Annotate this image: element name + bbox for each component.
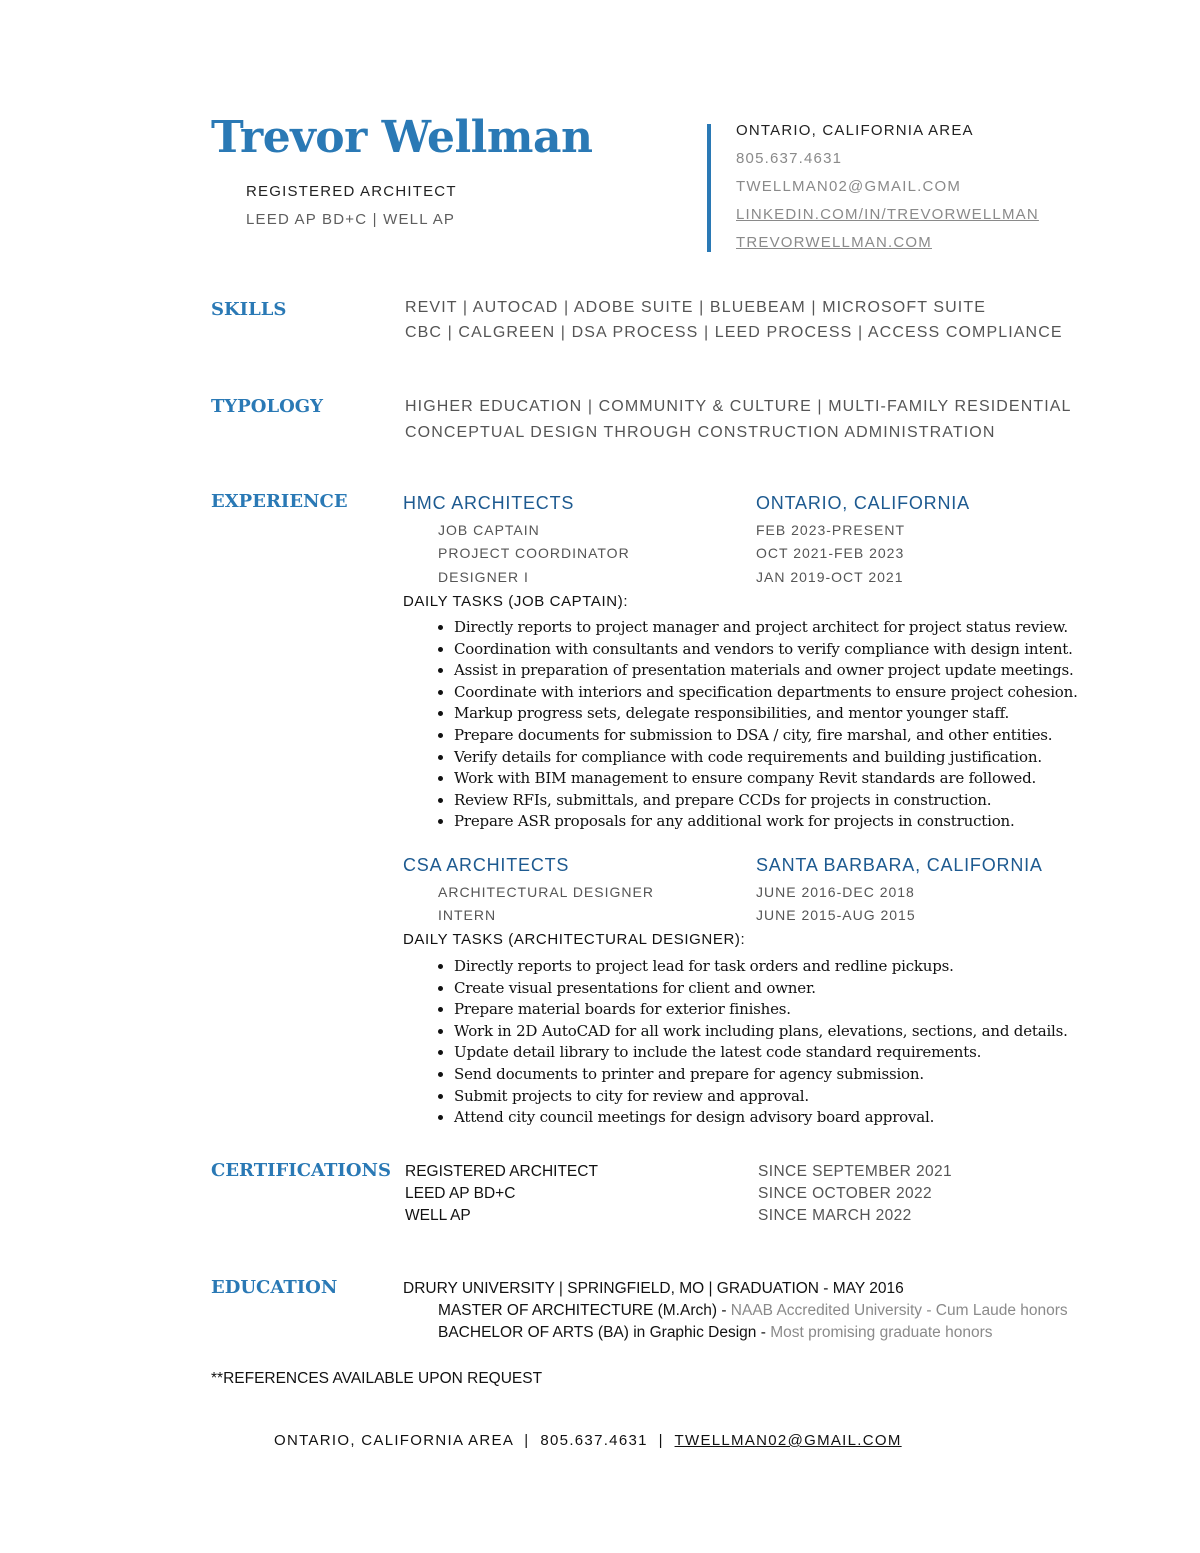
task-item: • Coordination with consultants and vendors to verify compliance with design intent. xyxy=(454,639,1078,661)
typology-line-2: CONCEPTUAL DESIGN THROUGH CONSTRUCTION ADMINISTRATION xyxy=(405,424,996,441)
skills-heading: SKILLS xyxy=(211,299,287,320)
firm-location: SANTA BARBARA, CALIFORNIA xyxy=(756,855,1043,875)
experience-heading: EXPERIENCE xyxy=(211,491,348,512)
task-item: • Markup progress sets, delegate responsibilities, and mentor younger staff. xyxy=(454,703,1078,725)
tasks-heading: DAILY TASKS (ARCHITECTURAL DESIGNER): xyxy=(403,931,746,948)
task-item: • Attend city council meetings for design advisory board approval. xyxy=(454,1107,1068,1129)
contact-email[interactable]: TWELLMAN02@GMAIL.COM xyxy=(736,178,962,195)
cert-date: SINCE SEPTEMBER 2021 xyxy=(758,1163,953,1180)
certifications-heading: CERTIFICATIONS xyxy=(211,1160,391,1181)
cert-name: LEED AP BD+C xyxy=(405,1185,516,1202)
task-item: • Prepare documents for submission to DSA / city, fire marshal, and other entities. xyxy=(454,725,1078,747)
contact-website-link[interactable]: TREVORWELLMAN.COM xyxy=(736,234,932,251)
task-item: • Coordinate with interiors and specification departments to ensure project cohesion. xyxy=(454,682,1078,704)
role-title: ARCHITECTURAL DESIGNER xyxy=(438,884,654,900)
firm-name: CSA ARCHITECTS xyxy=(403,855,570,875)
degree-note: Most promising graduate honors xyxy=(770,1324,993,1341)
tasks-heading: DAILY TASKS (JOB CAPTAIN): xyxy=(403,593,629,610)
role-title: PROJECT COORDINATOR xyxy=(438,545,630,561)
typology-heading: TYPOLOGY xyxy=(211,396,324,417)
role-title: DESIGNER I xyxy=(438,569,529,585)
credentials: LEED AP BD+C | WELL AP xyxy=(246,211,456,228)
cert-date: SINCE OCTOBER 2022 xyxy=(758,1185,933,1202)
header-divider xyxy=(707,124,711,252)
task-item: • Directly reports to project manager and project architect for project status review. xyxy=(454,617,1078,639)
footer-phone[interactable]: 805.637.4631 xyxy=(540,1432,648,1449)
degree-label: BACHELOR OF ARTS (BA) in Graphic Design - xyxy=(438,1324,771,1341)
cert-date: SINCE MARCH 2022 xyxy=(758,1207,912,1224)
references-note: **REFERENCES AVAILABLE UPON REQUEST xyxy=(211,1370,543,1387)
firm-name: HMC ARCHITECTS xyxy=(403,493,575,513)
typology-line-1: HIGHER EDUCATION | COMMUNITY & CULTURE | MULTI-FAMILY RESIDENTIAL xyxy=(405,398,1072,415)
footer-separator: | xyxy=(513,1432,541,1449)
task-list xyxy=(432,956,1068,1129)
task-item: • Work with BIM management to ensure company Revit standards are followed. xyxy=(454,768,1078,790)
role-dates: OCT 2021-FEB 2023 xyxy=(756,545,905,561)
task-item: • Prepare material boards for exterior finishes. xyxy=(454,999,1068,1021)
skills-line-2: CBC | CALGREEN | DSA PROCESS | LEED PROCESS | ACCESS COMPLIANCE xyxy=(405,324,1063,341)
candidate-name: Trevor Wellman xyxy=(211,112,593,163)
education-school: DRURY UNIVERSITY | SPRINGFIELD, MO | GRADUATION - MAY 2016 xyxy=(403,1280,904,1297)
footer-contact xyxy=(274,1432,902,1449)
cert-name: WELL AP xyxy=(405,1207,471,1224)
education-degree-master xyxy=(438,1302,1068,1320)
degree-label: MASTER OF ARCHITECTURE (M.Arch) - xyxy=(438,1302,731,1319)
role-title: INTERN xyxy=(438,907,497,923)
task-item: • Create visual presentations for client and owner. xyxy=(454,978,1068,1000)
footer-email-link[interactable]: TWELLMAN02@GMAIL.COM xyxy=(674,1432,902,1449)
role-title: JOB CAPTAIN xyxy=(438,522,540,538)
task-item: • Work in 2D AutoCAD for all work including plans, elevations, sections, and details. xyxy=(454,1021,1068,1043)
footer-location: ONTARIO, CALIFORNIA AREA xyxy=(274,1432,514,1449)
task-item: • Assist in preparation of presentation materials and owner project update meetings. xyxy=(454,660,1078,682)
job-title: REGISTERED ARCHITECT xyxy=(246,183,457,200)
task-item: • Review RFIs, submittals, and prepare CCDs for projects in construction. xyxy=(454,790,1078,812)
footer-separator: | xyxy=(647,1432,675,1449)
contact-linkedin-link[interactable]: LINKEDIN.COM/IN/TREVORWELLMAN xyxy=(736,206,1039,223)
skills-line-1: REVIT | AUTOCAD | ADOBE SUITE | BLUEBEAM | MICROSOFT SUITE xyxy=(405,299,986,316)
task-item: • Directly reports to project lead for task orders and redline pickups. xyxy=(454,956,1068,978)
degree-note: NAAB Accredited University - Cum Laude honors xyxy=(730,1302,1068,1319)
education-degree-bachelor xyxy=(438,1324,993,1342)
firm-location: ONTARIO, CALIFORNIA xyxy=(756,493,970,513)
contact-location: ONTARIO, CALIFORNIA AREA xyxy=(736,122,974,139)
role-dates: JAN 2019-OCT 2021 xyxy=(756,569,904,585)
task-item: • Update detail library to include the latest code standard requirements. xyxy=(454,1042,1068,1064)
role-dates: JUNE 2015-AUG 2015 xyxy=(756,907,916,923)
task-item: • Send documents to printer and prepare for agency submission. xyxy=(454,1064,1068,1086)
role-dates: JUNE 2016-DEC 2018 xyxy=(756,884,915,900)
cert-name: REGISTERED ARCHITECT xyxy=(405,1163,598,1180)
education-heading: EDUCATION xyxy=(211,1277,338,1298)
role-dates: FEB 2023-PRESENT xyxy=(756,522,906,538)
task-item: • Prepare ASR proposals for any additional work for projects in construction. xyxy=(454,811,1078,833)
task-list xyxy=(432,617,1078,833)
task-item: • Submit projects to city for review and approval. xyxy=(454,1086,1068,1108)
contact-phone[interactable]: 805.637.4631 xyxy=(736,150,843,167)
task-item: • Verify details for compliance with code requirements and building justification. xyxy=(454,747,1078,769)
